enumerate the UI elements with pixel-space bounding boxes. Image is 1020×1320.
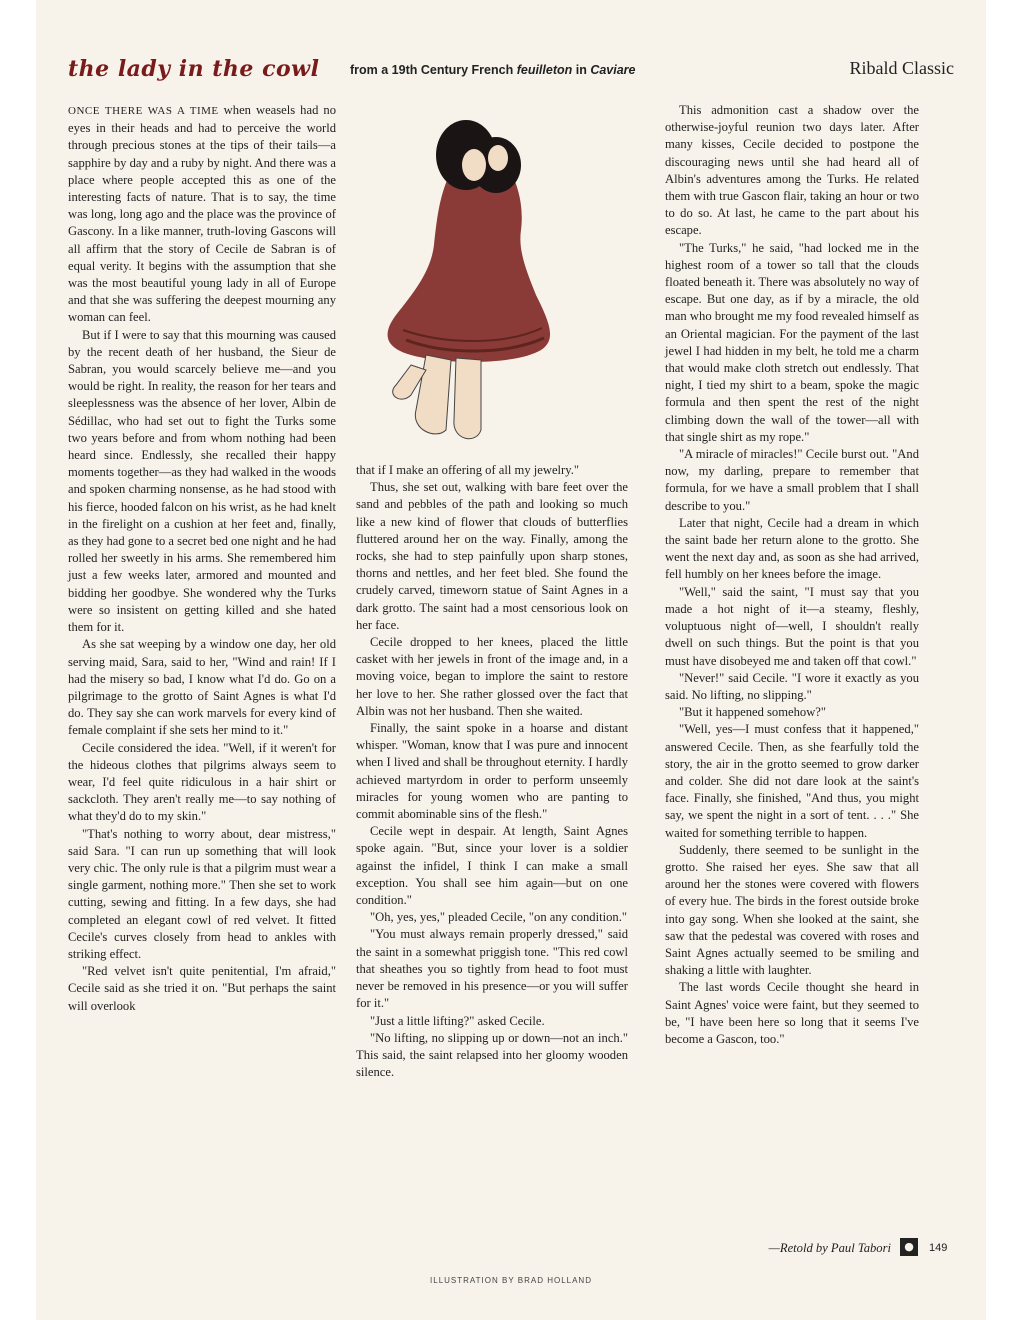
paragraph bbox=[665, 842, 919, 980]
paragraph bbox=[665, 584, 919, 670]
paragraph-text: "Well," said the saint, "I must say that you made a hot night of it—a steamy, fleshly, voluptuous night of—well, I shouldn't really dwell on such things. But the point is that you must have disobeyed me and taken off that cowl." bbox=[665, 584, 919, 668]
paragraph bbox=[665, 515, 919, 584]
paragraph bbox=[356, 720, 628, 823]
paragraph-text: "But it happened somehow?" bbox=[679, 705, 827, 720]
paragraph bbox=[665, 240, 919, 446]
paragraph bbox=[665, 979, 919, 1048]
paragraph-text: "That's nothing to worry about, dear mistress," said Sara. "I can run up something that will look very chic. The only rule is that a pilgrim must wear a single garment, nothing more." Then she set to work cutting, sewing and fitting. In a few days, she had completed an elegant cowl of red velvet. It fitted Cecile's curves closely from head to ankles with striking effect. bbox=[68, 826, 336, 961]
paragraph bbox=[356, 1030, 628, 1082]
paragraph bbox=[665, 704, 919, 721]
paragraph-text: "No lifting, no slipping up or down—not an inch." This said, the saint relapsed into her gloomy wooden silence. bbox=[356, 1030, 628, 1080]
paragraph bbox=[665, 670, 919, 704]
paragraph-text: "Well, yes—I must confess that it happened," answered Cecile. Then, as she fearfully told the story, the air in the grotto seemed to grow darker and colder. She did not dare look at the saint's face. Finally, she finished, "And thus, you might say, we spent the night in a sort of tent. . . ." She waited for something terrible to happen. bbox=[665, 722, 919, 840]
paragraph bbox=[68, 636, 336, 739]
page-number: 149 bbox=[929, 1242, 948, 1254]
article-title: the lady in the cowl bbox=[68, 56, 320, 82]
paragraph-text: Cecile dropped to her knees, placed the little casket with her jewels in front of the image and, in a moving voice, began to implore the saint to restore her love to her. She rather glossed over the fact that Albin was not her husband. Then she waited. bbox=[356, 635, 628, 718]
paragraph bbox=[356, 823, 628, 909]
paragraph bbox=[356, 634, 628, 720]
paragraph bbox=[356, 479, 628, 634]
magazine-page bbox=[36, 0, 986, 1320]
paragraph-text: The last words Cecile thought she heard in Saint Agnes' voice were faint, but they seemed to be, "I have been here so long that it seems I've become a Gascon, too." bbox=[665, 980, 919, 1046]
embracing-couple-illustration-icon bbox=[356, 110, 566, 455]
source-prefix: from a 19th Century French bbox=[350, 63, 517, 77]
source-caviare: Caviare bbox=[590, 63, 636, 77]
paragraph bbox=[356, 1013, 628, 1030]
paragraph-text: Later that night, Cecile had a dream in which the saint bade her return alone to the grotto. She went the next day and, as soon as she had arrived, fell humbly on her knees before the image. bbox=[665, 515, 919, 582]
text-column-1 bbox=[68, 102, 336, 1015]
paragraph-text: "A miracle of miracles!" Cecile burst out. "And now, my darling, prepare to remember that formula, for we have a small problem that I shall describe to you." bbox=[665, 447, 919, 513]
source-feuilleton: feuilleton bbox=[516, 63, 573, 77]
paragraph bbox=[68, 102, 336, 327]
section-category: Ribald Classic bbox=[849, 58, 954, 78]
paragraph bbox=[356, 462, 628, 479]
paragraph bbox=[68, 327, 336, 637]
paragraph-text: "Oh, yes, yes," pleaded Cecile, "on any condition." bbox=[370, 910, 627, 925]
paragraph-text: Cecile considered the idea. "Well, if it weren't for the hideous clothes that pilgrims always seem to wear, I'd feel quite ridiculous in a hair shirt or sackcloth. They aren't really me—to say nothing of what they'd do to my skin." bbox=[68, 740, 336, 824]
paragraph-text: Suddenly, there seemed to be sunlight in the grotto. She raised her eyes. She saw that all around her the stones were covered with flowers of every hue. The birds in the forest outside broke into gay song. When she looked at the saint, she saw that the pedestal was covered with roses and Saint Agnes actually seemed to be smiling and shaking a little with laughter. bbox=[665, 842, 919, 978]
article-source bbox=[350, 63, 636, 77]
paragraph-text: "The Turks," he said, "had locked me in the highest room of a tower so tall that the clouds floated beneath it. There was absolutely no way of escape. But one day, as if by a miracle, the old man who brought me my food revealed himself as an Oriental magician. For the payment of the last jewel I had hidden in my belt, he told me a charm that would make cloth stretch out endlessly. That night, I tied my shirt to a beam, spoke the magic formula and then spent the rest of the night climbing down the wall of the tower—all with that single shirt as my rope." bbox=[665, 240, 920, 444]
paragraph-text: But if I were to say that this mourning was caused by the recent death of her husband, the Sieur de Sabran, you would scarcely believe me—and you would be right. In reality, the reason for her tears and sleeplessness was the absence of her lover, Albin de Sédillac, who had set out to fight the Turks some two years before and from whom nothing had been heard since. Endlessly, she recalled their happy moments together—as they had walked in the woods and spoken charming nonsense, as he had stood with his fierce, hooded falcon on his wrist, as he had knelt in the firelight on a cushion at her feet and, finally, as they had gone to a secret bed one night and he had rolled her sweetly in his arms. She remembered him just a few weeks later, armored and mounted and bidding her goodbye. She wondered why the Turks were so insistent on getting killed and she hated them for it. bbox=[68, 327, 336, 635]
source-mid: in bbox=[572, 63, 591, 77]
paragraph bbox=[665, 446, 919, 515]
paragraph bbox=[665, 102, 919, 240]
rabbit-head-logo-icon: ● bbox=[900, 1238, 918, 1256]
paragraph-text: "Never!" said Cecile. "I wore it exactly as you said. No lifting, no slipping." bbox=[665, 670, 919, 702]
lead-in: ONCE THERE WAS A TIME bbox=[68, 105, 219, 117]
paragraph bbox=[68, 963, 336, 1015]
text-column-3 bbox=[665, 102, 919, 1048]
face-right bbox=[488, 145, 508, 171]
paragraph bbox=[356, 909, 628, 926]
paragraph-text: "Red velvet isn't quite penitential, I'm afraid," Cecile said as she tried it on. "But perhaps the saint will overlook bbox=[68, 964, 336, 1013]
paragraph-text: Thus, she set out, walking with bare feet over the sand and pebbles of the path and looking so much like a new kind of flower that clouds of butterflies fluttered around her on the way. Finally, among the rocks, she had to step painfully upon sharp stones, thorns and nettles, and her feet bled. She found the crudely carved, timeworn statue of Saint Agnes in a dark grotto. The saint had a most censorious look on her face. bbox=[356, 480, 628, 632]
paragraph-text: that if I make an offering of all my jewelry." bbox=[356, 463, 580, 477]
paragraph bbox=[356, 926, 628, 1012]
leg-left bbox=[415, 355, 451, 434]
paragraph-text: "You must always remain properly dressed," said the saint in a somewhat priggish tone. "This red cowl that sheathes you so tightly from head to foot must never be removed in his presence—or you will suffer for it." bbox=[356, 927, 628, 1011]
paragraph-text: As she sat weeping by a window one day, her old serving maid, Sara, said to her, "Wind and rain! If I had the misery so bad, I know what I'd do. Go on a pilgrimage to the grotto of Saint Agnes is what I'd do. They say she can work marvels for every kind of female complaint if she sets her mind to it." bbox=[68, 637, 336, 738]
retold-byline bbox=[665, 1240, 891, 1257]
retold-by: —Retold by Paul Tabori bbox=[768, 1241, 891, 1255]
paragraph-text: "Just a little lifting?" asked Cecile. bbox=[370, 1013, 545, 1028]
paragraph-text: This admonition cast a shadow over the otherwise-joyful reunion two days later. After many kisses, Cecile decided to postpone the discouraging news until she had heard all of Albin's adventures among the Turks. He related them with true Gascon flair, taking an hour or two to do so. At last, he came to the part about his escape. bbox=[665, 103, 919, 238]
page-header bbox=[68, 58, 954, 88]
illustration-svg bbox=[356, 110, 566, 455]
paragraph-text: when weasels had no eyes in their heads and had to perceive the world through precious stones at the tips of their tails—a sapphire by day and a ruby by night. And there was a place where people accepted this as one of the interesting facts of nature. That is to say, the time was long, long ago and the place was the province of Gascony. In a like manner, truth-loving Gascons will all affirm that the story of Cecile de Sabran is of equal verity. It begins with the assumption that she was the most beautiful young lady in all of Europe and that she was suffering the deepest mourning any woman can feel. bbox=[68, 103, 336, 325]
paragraph bbox=[68, 740, 336, 826]
text-column-2 bbox=[356, 462, 628, 1081]
illustration-credit: ILLUSTRATION BY BRAD HOLLAND bbox=[430, 1276, 592, 1285]
paragraph-text: Cecile wept in despair. At length, Saint Agnes spoke again. "But, since your lover is a soldier against the infidel, I think I can make a small exception. You shall see him again—but on one condition." bbox=[356, 824, 628, 908]
paragraph-text: Finally, the saint spoke in a hoarse and distant whisper. "Woman, know that I was pure and innocent when I lived and shall be throughout eternity. I hardly achieved martyrdom in order to perform unseemly miracles for young women who are panting to commit abominable sins of the flesh." bbox=[356, 721, 628, 822]
paragraph bbox=[665, 721, 919, 841]
paragraph bbox=[68, 826, 336, 964]
face-left bbox=[462, 149, 486, 181]
leg-right bbox=[454, 358, 481, 439]
